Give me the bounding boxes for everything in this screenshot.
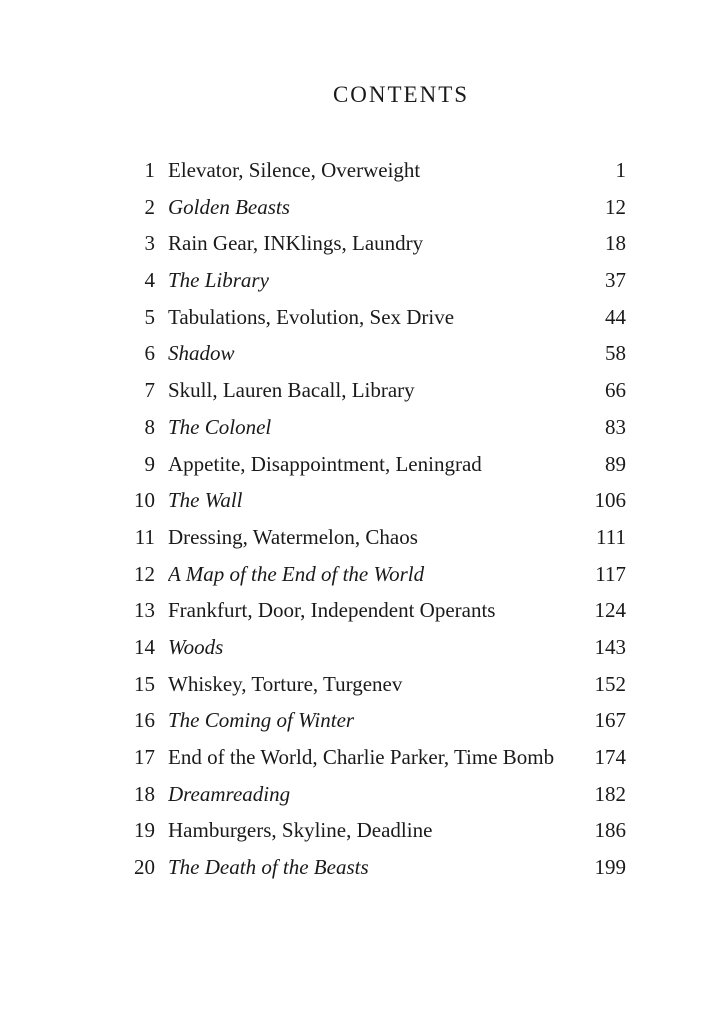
toc-entry[interactable] [120,556,626,593]
toc-entry[interactable] [120,629,626,666]
page-number: 83 [605,414,626,439]
chapter-number: 7 [144,378,155,403]
page-number: 174 [594,745,626,769]
toc-entry[interactable] [120,372,626,409]
chapter-title: Skull, Lauren Bacall, Library [168,378,415,403]
chapter-number: 8 [144,414,155,439]
chapter-number: 2 [144,194,155,219]
toc-entry[interactable] [120,812,626,849]
chapter-number: 12 [134,561,155,586]
chapter-number: 14 [134,634,155,659]
toc-entry[interactable] [120,702,626,739]
toc-entry[interactable] [120,189,626,226]
chapter-title: The Wall [168,488,243,513]
page-number: 106 [594,488,626,513]
page-number: 12 [605,194,626,219]
page-number: 152 [594,671,626,696]
toc-entry[interactable] [120,409,626,446]
toc-entry[interactable] [120,446,626,483]
chapter-title: Dressing, Watermelon, Chaos [168,524,418,549]
chapter-number: 4 [144,268,155,293]
chapter-title: Hamburgers, Skyline, Deadline [168,818,433,843]
chapter-title: Shadow [168,341,235,366]
chapter-number: 10 [134,488,155,513]
chapter-number: 5 [144,304,155,329]
chapter-title: The Colonel [168,414,272,439]
page-number: 89 [605,451,626,476]
page-number: 66 [605,378,626,403]
chapter-title: Dreamreading [168,781,291,806]
chapter-number: 1 [144,158,155,182]
chapter-number: 11 [134,524,155,549]
page-number: 1 [615,158,626,182]
toc-entry[interactable] [120,592,626,629]
page-number: 199 [594,855,626,880]
toc-entry[interactable] [120,262,626,299]
chapter-title: Elevator, Silence, Overweight [168,158,421,182]
page-number: 18 [605,231,626,256]
chapter-number: 15 [134,671,155,696]
page-number: 143 [594,634,626,659]
page-number: 182 [594,781,626,806]
toc-entry[interactable] [120,225,626,262]
page-number: 44 [605,304,626,329]
chapter-title: Whiskey, Torture, Turgenev [168,671,403,696]
chapter-title: A Map of the End of the World [168,561,425,586]
page-number: 37 [605,268,626,293]
chapter-number: 19 [134,818,155,843]
page-number: 186 [594,818,626,843]
chapter-number: 13 [134,598,155,623]
chapter-number: 17 [134,745,155,769]
chapter-number: 9 [144,451,155,476]
chapter-title: Rain Gear, INKlings, Laundry [168,231,424,256]
chapter-title: The Death of the Beasts [168,855,369,880]
page-number: 124 [594,598,626,623]
toc-entry[interactable] [120,152,626,189]
chapter-title: Woods [168,634,224,659]
chapter-number: 6 [144,341,155,366]
chapter-title: The Library [168,268,269,293]
toc-entry[interactable] [120,519,626,556]
chapter-number: 16 [134,708,155,733]
toc-entry[interactable] [120,849,626,886]
chapter-number: 20 [134,855,155,880]
table-of-contents [120,152,626,886]
toc-entry[interactable] [120,299,626,336]
chapter-title: Tabulations, Evolution, Sex Drive [168,304,455,329]
page-title: CONTENTS [332,82,470,107]
page-number: 58 [605,341,626,366]
toc-entry[interactable] [120,739,626,776]
chapter-title: The Coming of Winter [168,708,355,733]
toc-entry[interactable] [120,482,626,519]
chapter-number: 18 [134,781,155,806]
chapter-title: Golden Beasts [168,194,290,219]
page-number: 167 [594,708,626,733]
toc-entry[interactable] [120,335,626,372]
chapter-title: End of the World, Charlie Parker, Time Bomb [168,745,555,769]
page-number: 111 [596,524,626,549]
toc-entry[interactable] [120,666,626,703]
chapter-number: 3 [144,231,155,256]
page-number: 117 [595,561,626,586]
chapter-title: Appetite, Disappointment, Leningrad [168,451,482,476]
toc-entry[interactable] [120,776,626,813]
chapter-title: Frankfurt, Door, Independent Operants [168,598,496,623]
